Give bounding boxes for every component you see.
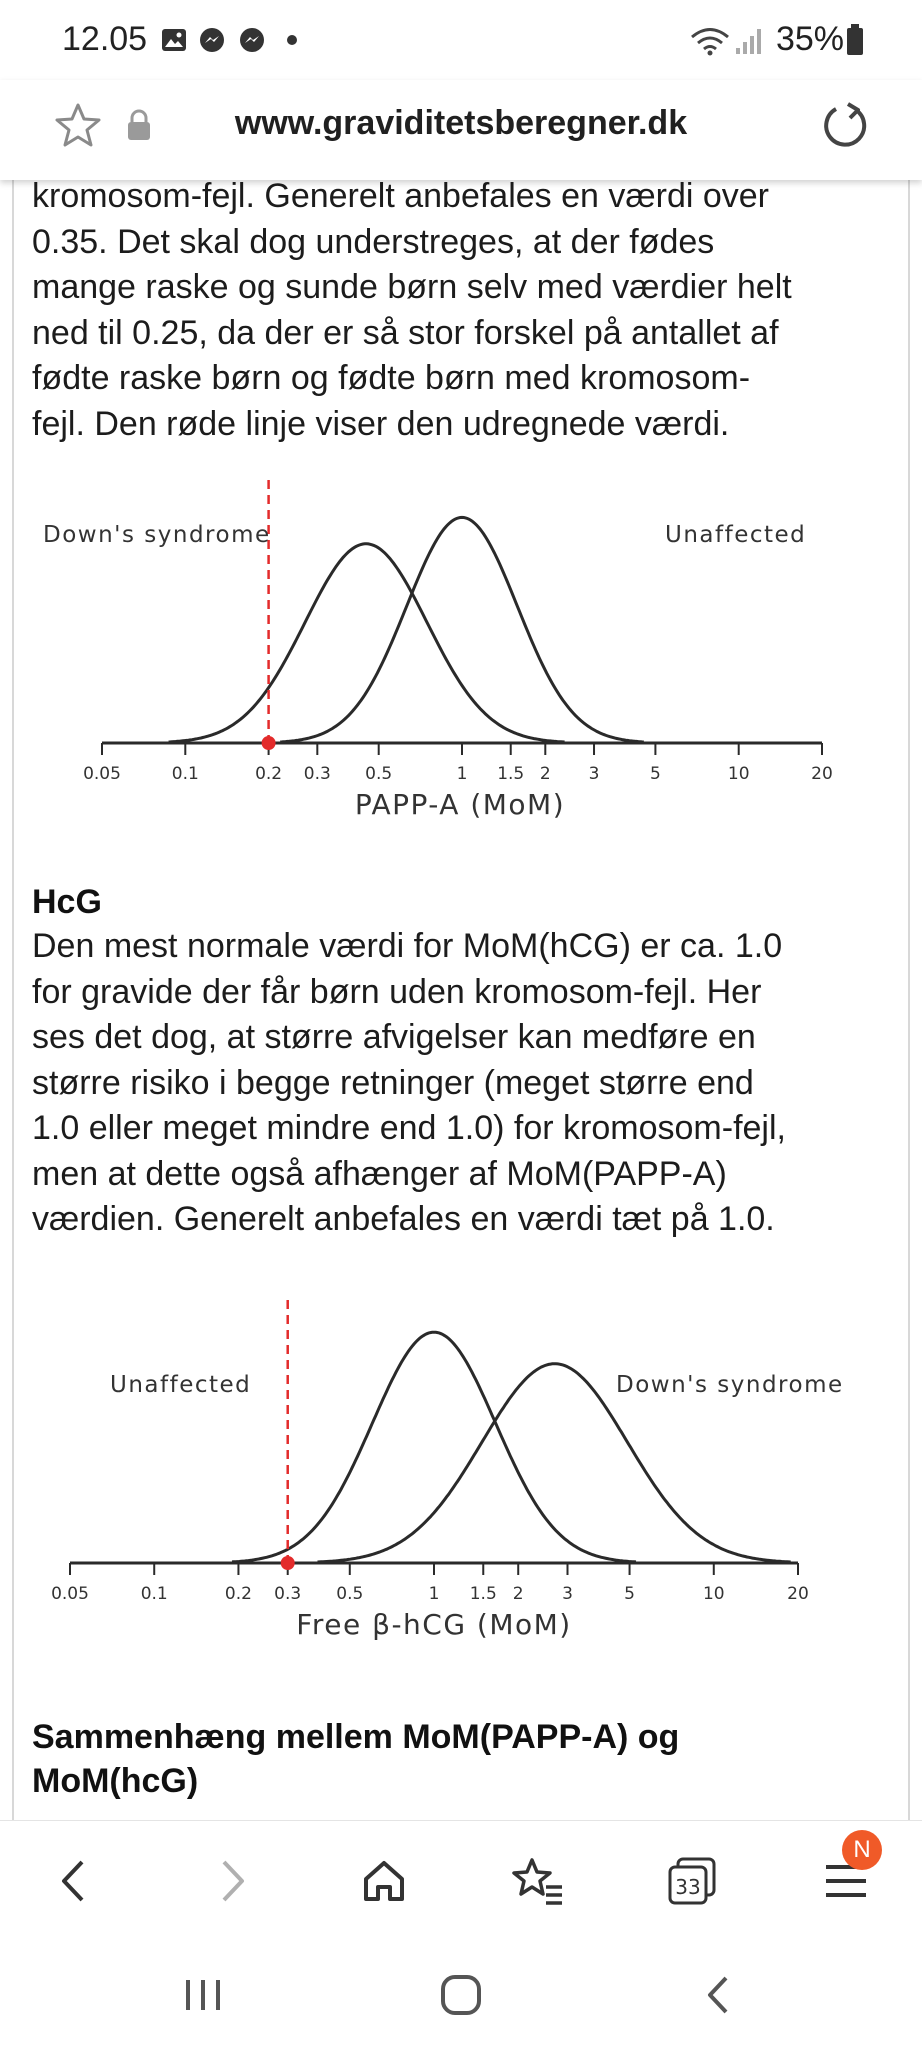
free-beta-hcg-distribution-chart xyxy=(14,1300,910,1670)
x-tick-label: 10 xyxy=(702,1584,725,1604)
x-tick-label: 0.3 xyxy=(303,764,331,784)
home-button[interactable] xyxy=(352,1849,416,1913)
signal-icon xyxy=(734,26,764,56)
text-line: for gravide der får børn uden kromosom-fejl. Her xyxy=(32,972,762,1011)
x-tick-label: 0.5 xyxy=(365,764,393,784)
x-tick-label: 1.5 xyxy=(469,1584,497,1604)
hcg-heading: HcG xyxy=(32,883,102,921)
text-line: større risiko i begge retninger (meget større end xyxy=(32,1063,754,1102)
x-tick-label: 1 xyxy=(428,1584,440,1604)
battery-percent: 35% xyxy=(775,20,844,58)
chevron-left-icon xyxy=(54,1856,94,1906)
text-line: ses det dog, at større afvigelser kan medføre en xyxy=(32,1018,756,1056)
x-tick-label: 0.5 xyxy=(336,1584,364,1604)
x-tick-label: 5 xyxy=(624,1584,635,1604)
text-line: 1.0 eller meget mindre end 1.0) for kromosom-fejl, xyxy=(32,1109,786,1147)
curve-unaffected xyxy=(232,1332,636,1562)
tabs-count: 33 xyxy=(675,1875,701,1899)
status-time: 12.05 xyxy=(62,20,148,58)
text-line: men at dette også afhænger af MoM(PAPP-A) xyxy=(32,1154,727,1193)
browser-address-bar xyxy=(0,80,922,180)
hcg-paragraph xyxy=(32,924,902,1243)
x-tick-label: 3 xyxy=(562,1584,573,1604)
messenger-icon xyxy=(198,26,226,54)
x-tick-label: 2 xyxy=(512,1584,524,1604)
x-axis-label: Free β-hCG (MoM) xyxy=(296,1608,572,1641)
x-tick-label: 1.5 xyxy=(497,764,525,784)
legend-unaffected: Unaffected xyxy=(665,522,807,548)
x-tick-label: 0.3 xyxy=(274,1584,302,1604)
text-line: værdien. Generelt anbefales en værdi tæt på 1.0. xyxy=(32,1200,775,1238)
legend-downs-syndrome: Down's syndrome xyxy=(616,1372,844,1398)
x-tick-label: 20 xyxy=(811,764,833,784)
url-text[interactable]: www.graviditetsberegner.dk xyxy=(234,104,688,142)
x-axis-label: PAPP-A (MoM) xyxy=(354,788,566,821)
x-tick-label: 0.05 xyxy=(51,1584,89,1604)
curve-unaffected xyxy=(280,517,644,742)
tabs-icon xyxy=(664,1855,720,1907)
bookmarks-button[interactable] xyxy=(506,1849,570,1913)
text-line: kromosom-fejl. Generelt anbefales en værdi over xyxy=(32,180,769,215)
image-icon xyxy=(160,26,188,54)
x-tick-label: 1 xyxy=(456,764,468,784)
x-tick-label: 10 xyxy=(727,764,750,784)
x-tick-label: 3 xyxy=(588,764,600,784)
heading-line: MoM(hcG) xyxy=(32,1762,199,1800)
bookmarks-star-icon xyxy=(510,1855,566,1907)
threshold-marker xyxy=(281,1556,295,1570)
page-content xyxy=(12,180,910,1820)
text-line: fejl. Den røde linje viser den udregnede værdi. xyxy=(32,404,730,443)
text-line: ned til 0.25, da der er så stor forskel på antallet af xyxy=(32,313,779,352)
status-bar xyxy=(0,0,922,80)
messenger-icon xyxy=(238,26,266,54)
battery-icon xyxy=(846,24,864,56)
tabs-button[interactable] xyxy=(660,1849,724,1913)
x-tick-label: 0.05 xyxy=(83,764,121,784)
heading-line: Sammenhæng mellem MoM(PAPP-A) og xyxy=(32,1718,680,1756)
wifi-icon xyxy=(690,26,730,56)
reload-icon[interactable] xyxy=(818,100,870,152)
x-tick-label: 0.1 xyxy=(140,1584,168,1604)
dot-icon xyxy=(284,26,300,54)
x-tick-label: 0.2 xyxy=(224,1584,252,1604)
text-line: mange raske og sunde børn selv med værdier helt xyxy=(32,268,792,306)
system-navigation-bar xyxy=(0,1940,922,2048)
forward-button[interactable] xyxy=(200,1849,264,1913)
back-nav-icon[interactable] xyxy=(694,1970,744,2020)
text-line: Den mest normale værdi for MoM(hCG) er ca. 1.0 xyxy=(32,927,783,965)
x-tick-label: 0.2 xyxy=(255,764,283,784)
menu-notification-badge: N xyxy=(842,1830,882,1870)
browser-toolbar xyxy=(0,1820,922,1940)
x-tick-label: 20 xyxy=(787,1584,809,1604)
text-line: fødte raske børn og fødte børn med kromosom- xyxy=(32,359,751,397)
back-button[interactable] xyxy=(42,1849,106,1913)
recent-apps-icon[interactable] xyxy=(178,1970,228,2020)
section-heading xyxy=(32,1715,902,1803)
chevron-right-icon xyxy=(212,1856,252,1906)
x-tick-label: 5 xyxy=(649,764,661,784)
home-nav-icon[interactable] xyxy=(436,1970,486,2020)
text-line: 0.35. Det skal dog understreges, at der fødes xyxy=(32,222,715,261)
legend-unaffected: Unaffected xyxy=(110,1372,252,1398)
papp-a-distribution-chart xyxy=(14,480,910,850)
home-icon xyxy=(358,1855,410,1907)
x-tick-label: 0.1 xyxy=(171,764,199,784)
intro-paragraph xyxy=(32,180,902,447)
legend-downs-syndrome: Down's syndrome xyxy=(43,522,271,548)
x-tick-label: 2 xyxy=(539,764,551,784)
threshold-marker xyxy=(262,736,276,750)
